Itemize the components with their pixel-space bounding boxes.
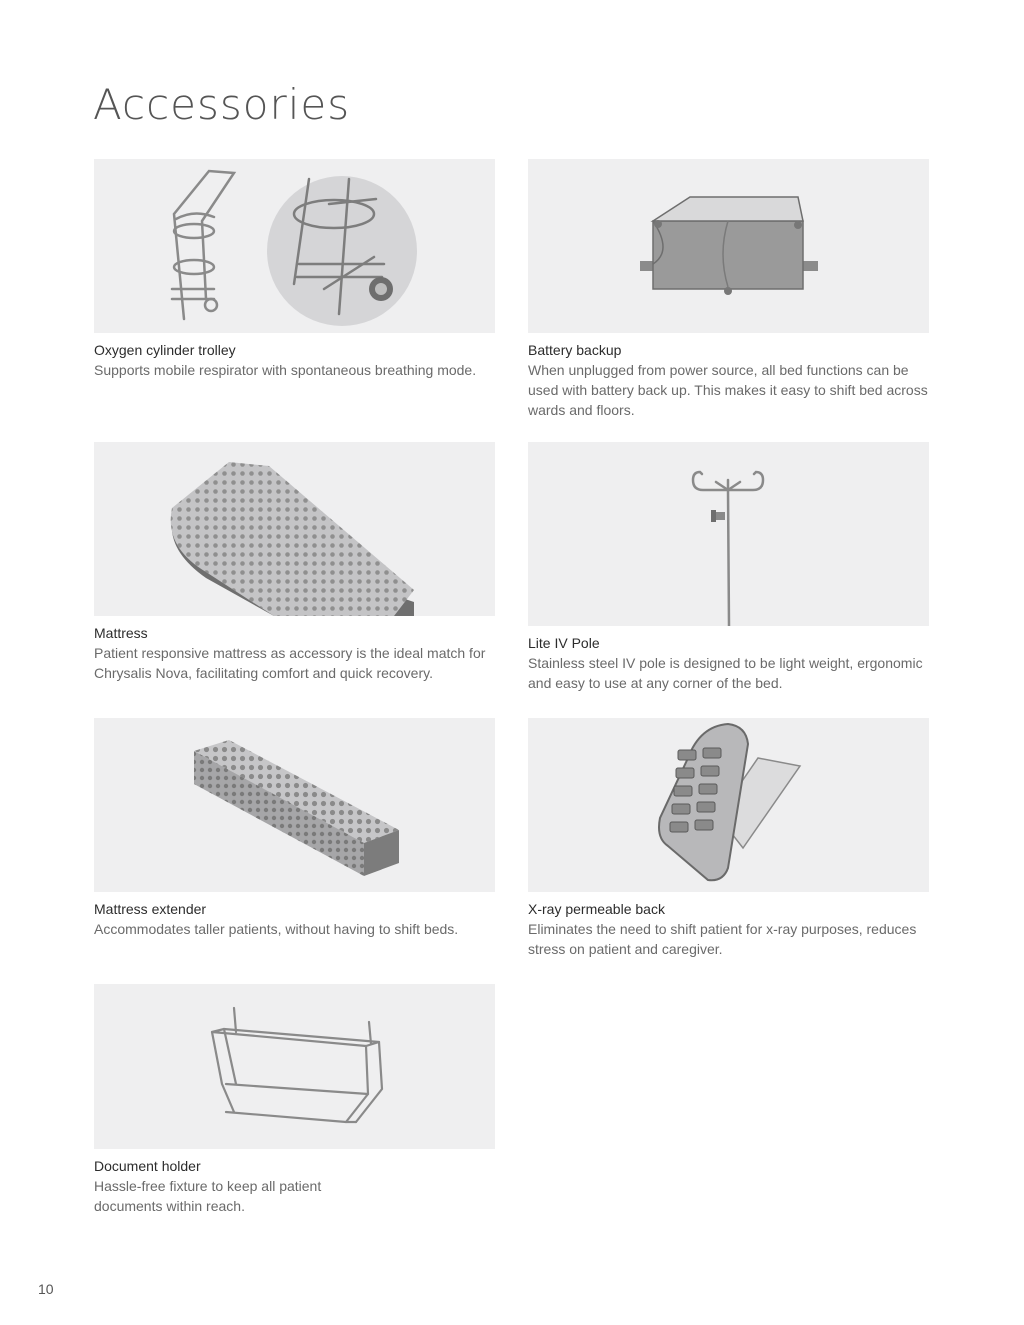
oxygen-trolley-image [94,159,495,333]
battery-backup-image [528,159,929,333]
mattress-illustration [94,442,495,616]
accessory-card-document-holder [94,984,495,1216]
document-holder-illustration [94,984,495,1149]
accessory-name: Lite IV Pole [528,635,600,651]
accessory-name: Oxygen cylinder trolley [94,342,236,358]
page-title: Accessories [93,80,351,129]
accessory-description: Patient responsive mattress as accessory is the ideal match for Chrysalis Nova, facilitating comfort and quick recovery. [94,645,486,681]
accessory-name: Mattress [94,625,148,641]
accessory-card-oxygen-trolley [94,159,495,380]
document-holder-image [94,984,495,1149]
battery-box-illustration [528,159,929,333]
mattress-image [94,442,495,616]
accessory-card-battery-backup [528,159,929,420]
accessory-name: Battery backup [528,342,622,358]
mattress-extender-illustration [94,718,495,892]
accessory-description: When unplugged from power source, all bed functions can be used with battery back up. This makes it easy to shift bed across wards and floors. [528,362,928,418]
accessory-card-mattress [94,442,495,683]
accessory-description: Hassle-free fixture to keep all patient documents within reach. [94,1178,322,1214]
accessory-description: Eliminates the need to shift patient for x-ray purposes, reduces stress on patient and caregiver. [528,921,917,957]
iv-pole-image [528,442,929,626]
iv-pole-illustration [528,442,929,626]
page-number: 10 [38,1281,54,1297]
accessory-description: Accommodates taller patients, without having to shift beds. [94,921,459,937]
accessory-card-mattress-extender [94,718,495,939]
xray-back-illustration [528,718,929,892]
accessory-name: Mattress extender [94,901,207,917]
mattress-extender-image [94,718,495,892]
accessory-name: X-ray permeable back [528,901,665,917]
oxygen-trolley-illustration [94,159,495,333]
accessory-description: Stainless steel IV pole is designed to be light weight, ergonomic and easy to use at any corner of the bed. [528,655,923,691]
accessory-description: Supports mobile respirator with spontaneous breathing mode. [94,362,477,378]
accessory-card-iv-pole [528,442,929,693]
accessory-name: Document holder [94,1158,201,1174]
accessory-card-xray-back [528,718,929,959]
xray-back-image [528,718,929,892]
